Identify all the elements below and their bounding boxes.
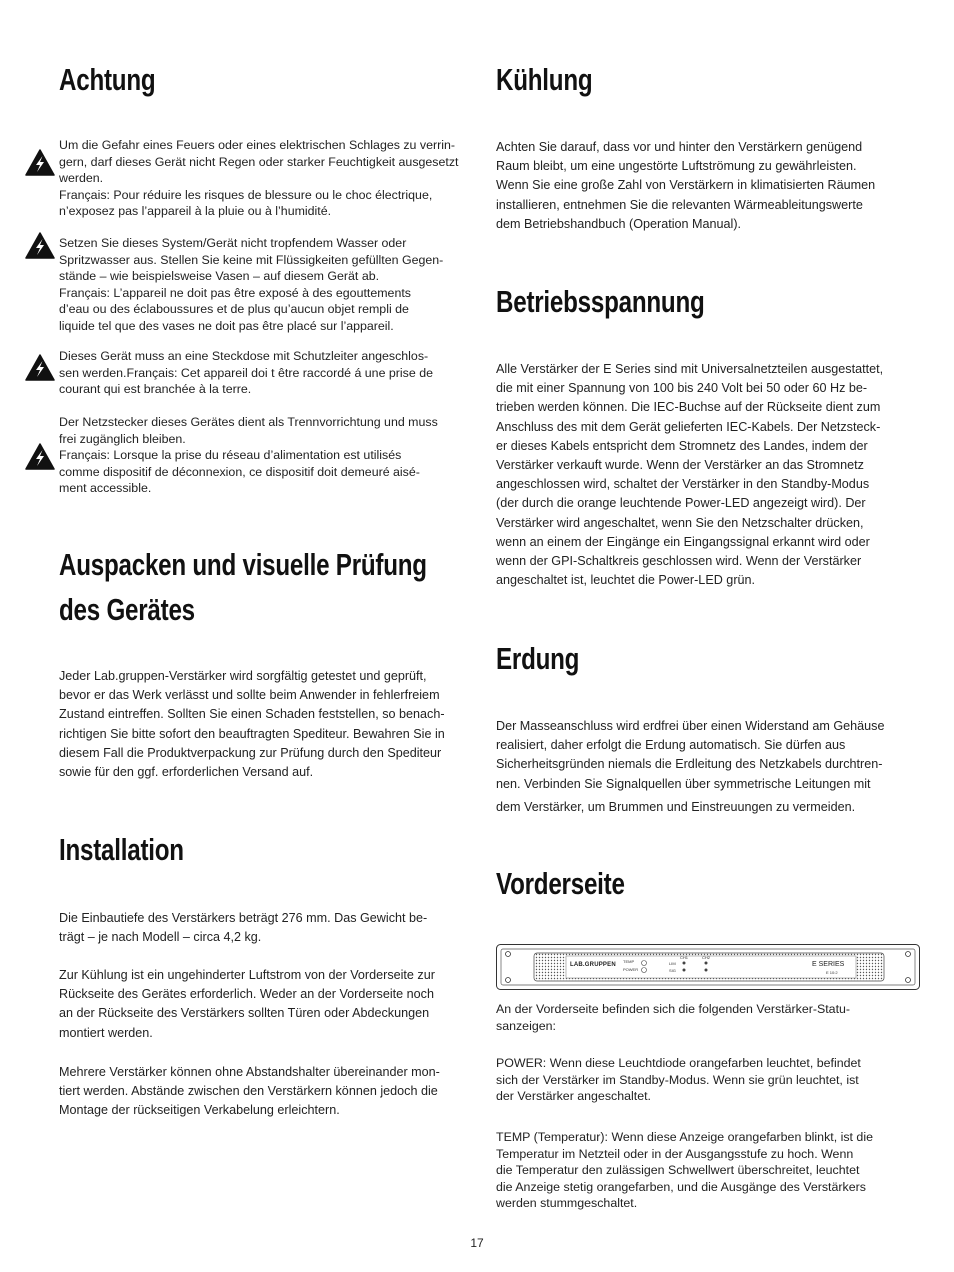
panel-sig-label: SIG	[669, 968, 676, 973]
amplifier-front-panel	[496, 944, 920, 990]
vorderseite-paragraph-3: TEMP (Temperatur): Wenn diese Anzeige orangefarben blinkt, ist die Temperatur im Netzteil oder in der Ausgangsstufe zu hoch. Wenn die Temperatur den zulässigen Schwellwert überschreitet, leuchtet die Anzeige stetig orangefarben, und die Ausgänge des Verstärkers werden stummgeschaltet.	[496, 1130, 873, 1211]
electric-shock-warning-icon	[25, 443, 55, 470]
betriebsspannung-body: Alle Verstärker der E Series sind mit Universalnetzteilen ausgestattet, die mit einer Spannung von 100 bis 240 Volt bei 50 oder 60 Hz be- trieben werden können. Die IEC-Buchse auf der Rückseite dient zum Anschluss des mit dem Gerät gelieferten IEC-Kabels. Der Netzsteck- er dieses Kabels entspricht dem Stromnetz des Landes, indem der Verstärker verkauft wurde. Wenn der Verstärker an das Stromnetz angeschlossen wird, schaltet der Verstärker in den Standby-Modus (der durch die orange leuchtende Power-LED angezeigt wird). Der Verstärker wird angeschaltet, wenn Sie den Netzschalter drücken, wenn an einem der Eingänge ein Eingangssignal erkannt wird oder wenn der GPI-Schaltkreis geschlossen wird. Wenn der Verstärker angeschaltet ist, leuchtet die Power-LED grün.	[496, 362, 884, 588]
panel-lim-label: LIM	[669, 961, 676, 966]
warning-text: Um die Gefahr eines Feuers oder eines elektrischen Schlages zu verrin- gern, darf dieses Gerät nicht Regen oder starker Feuchtigkeit ausgesetzt werden. Français: Pour réduire les risques de blessure ou le choc électrique, n’exposez pas l’appareil à la pluie ou à l’humidité.	[59, 138, 459, 219]
warning-text: Setzen Sie dieses System/Gerät nicht tropfendem Wasser oder Spritzwasser aus. Stellen Sie keine mit Flüssigkeiten gefüllten Gegen- stände – wie beispielsweise Vasen – auf diesem Gerät ab. Français: L’appareil ne doit pas être exposé à des egouttements d’eau ou des éclaboussures et de plus qu’aucun objet rempli de liquide tel que des vases ne doit pas être placé sur l’appareil.	[59, 236, 444, 333]
heading-betriebsspannung: Betriebsspannung	[496, 284, 705, 319]
electric-shock-warning-icon	[25, 149, 55, 176]
installation-paragraph-2: Zur Kühlung ist ein ungehinderter Luftstrom von der Vorderseite zur Rückseite des Gerätes erforderlich. Weder an der Vorderseite noch an der Rückseite des Verstärkers sollten Türen oder Abdeckungen montiert werden.	[59, 968, 435, 1040]
heading-kuehlung: Kühlung	[496, 62, 593, 97]
panel-logo: LAB.GRUPPEN	[570, 962, 616, 968]
panel-model-label: E 10:2	[826, 970, 838, 975]
page-number: 17	[470, 1236, 484, 1250]
heading-installation: Installation	[59, 832, 184, 867]
erdung-body-last-line: dem Verstärker, um Brummen und Einstreuungen zu vermeiden.	[496, 800, 856, 814]
panel-power-label: POWER	[623, 967, 639, 972]
heading-auspacken-line1: Auspacken und visuelle Prüfung	[59, 547, 427, 582]
auspacken-body: Jeder Lab.gruppen-Verstärker wird sorgfältig getestet und geprüft, bevor er das Werk verlässt und sollte beim Anwender in fehlerfreiem Zustand eintreffen. Sollten Sie einen Schaden feststellen, so benach- richtigen Sie bitte sofort den beauftragten Spediteur. Bewahren Sie in diesem Fall die Produktverpackung zur Prüfung durch den Spediteur sowie für den ggf. erforderlichen Versand auf.	[59, 669, 445, 780]
panel-ch1-label: CH1	[680, 955, 689, 960]
panel-temp-label: TEMP	[623, 959, 635, 964]
installation-paragraph-1: Die Einbautiefe des Verstärkers beträgt 276 mm. Das Gewicht be- trägt – je nach Modell – circa 4,2 kg.	[59, 911, 428, 945]
electric-shock-warning-icon	[25, 354, 55, 381]
erdung-body: Der Masseanschluss wird erdfrei über einen Widerstand am Gehäuse realisiert, daher erfolgt die Erdung automatisch. Sie dürfen aus Sicherheitsgründen niemals die Erdleitung des Netzkabels durchtren- nen. Verbinden Sie Signalquellen über symmetrische Leitungen mit	[496, 719, 885, 791]
warning-text: Der Netzstecker dieses Gerätes dient als Trennvorrichtung und muss frei zugänglich bleiben. Français: Lorsque la prise du réseau d’alimentation est utilisés comme dispositif de déconnexion, ce dispositif doit demeuré aisé- ment accessible.	[59, 415, 438, 496]
heading-vorderseite: Vorderseite	[496, 866, 625, 901]
panel-ch2-label: CH2	[702, 955, 711, 960]
warning-text: Dieses Gerät muss an eine Steckdose mit Schutzleiter angeschlos- sen werden.Français: Cet appareil doi t être raccordé á une prise de courant qui est branchée à la terre.	[59, 349, 433, 397]
electric-shock-warning-icon	[25, 232, 55, 259]
kuehlung-body: Achten Sie darauf, dass vor und hinter den Verstärkern genügend Raum bleibt, um eine ungestörte Luftströmung zu gewährleisten. Wenn Sie eine große Zahl von Verstärkern in klimatisierten Räumen installieren, entnehmen Sie die relevanten Wärmeableitungswerte dem Betriebshandbuch (Operation Manual).	[496, 140, 876, 231]
heading-erdung: Erdung	[496, 641, 580, 676]
vorderseite-paragraph-2: POWER: Wenn diese Leuchtdiode orangefarben leuchtet, befindet sich der Verstärker im Standby-Modus. Wenn sie grün leuchtet, ist der Verstärker angeschaltet.	[496, 1056, 861, 1104]
vorderseite-paragraph-1: An der Vorderseite befinden sich die folgenden Verstärker-Statu- sanzeigen:	[496, 1002, 851, 1033]
installation-paragraph-3: Mehrere Verstärker können ohne Abstandshalter übereinander mon- tiert werden. Abstände zwischen den Verstärkern können jedoch die Montage der rückseitigen Verkabelung erleichtern.	[59, 1065, 440, 1118]
panel-series-label: E SERIES	[812, 961, 845, 968]
heading-achtung: Achtung	[59, 62, 156, 97]
heading-auspacken-line2: des Gerätes	[59, 592, 195, 627]
